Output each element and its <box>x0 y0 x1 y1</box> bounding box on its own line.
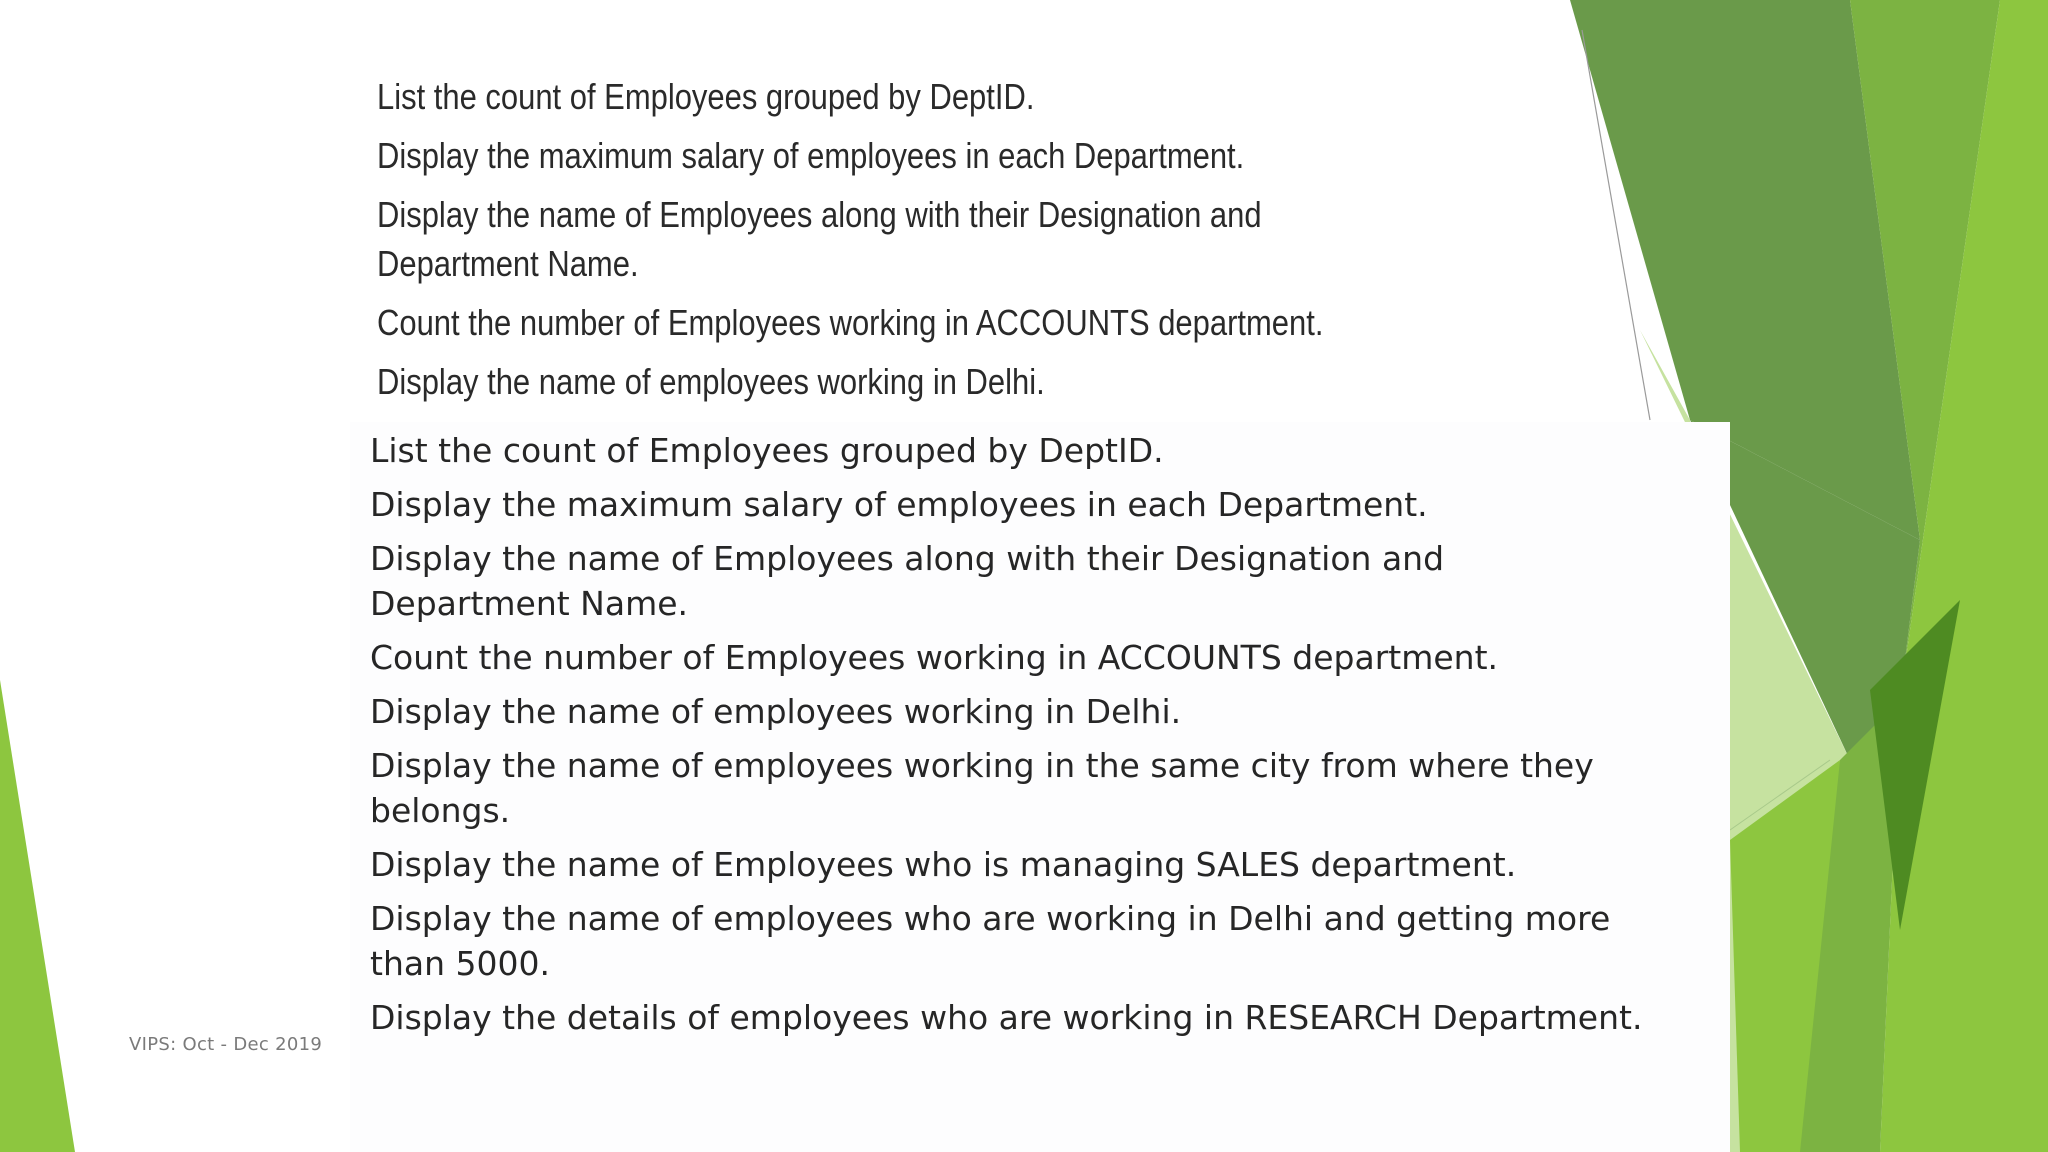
list-item: Display the name of employees working in Delhi. <box>377 361 1045 402</box>
list-item: Display the name of employees working in Delhi. <box>370 692 1182 731</box>
list-item: Display the name of Employees along with their Designation and Department Name. <box>370 539 1445 623</box>
slide-footer: VIPS: Oct - Dec 2019 <box>129 1034 323 1055</box>
list-item: List the count of Employees grouped by DeptID. <box>377 76 1035 117</box>
list-item: Display the name of employees who are working in Delhi and getting more than 5000. <box>370 899 1611 983</box>
list-item: Display the name of employees working in the same city from where they belongs. <box>370 746 1594 830</box>
list-item: Display the details of employees who are working in RESEARCH Department. <box>370 998 1643 1037</box>
list-item: Display the maximum salary of employees in each Department. <box>370 485 1428 524</box>
list-item: Count the number of Employees working in ACCOUNTS department. <box>370 638 1498 677</box>
list-item: Count the number of Employees working in ACCOUNTS department. <box>377 302 1324 343</box>
query-list-bottom <box>370 428 1710 1049</box>
list-item: Display the maximum salary of employees in each Department. <box>377 135 1245 176</box>
query-list-top <box>377 72 1517 416</box>
list-item: List the count of Employees grouped by DeptID. <box>370 431 1164 470</box>
list-item: Display the name of Employees who is managing SALES department. <box>370 845 1517 884</box>
list-item: Display the name of Employees along with their Designation and Department Name. <box>377 194 1262 284</box>
